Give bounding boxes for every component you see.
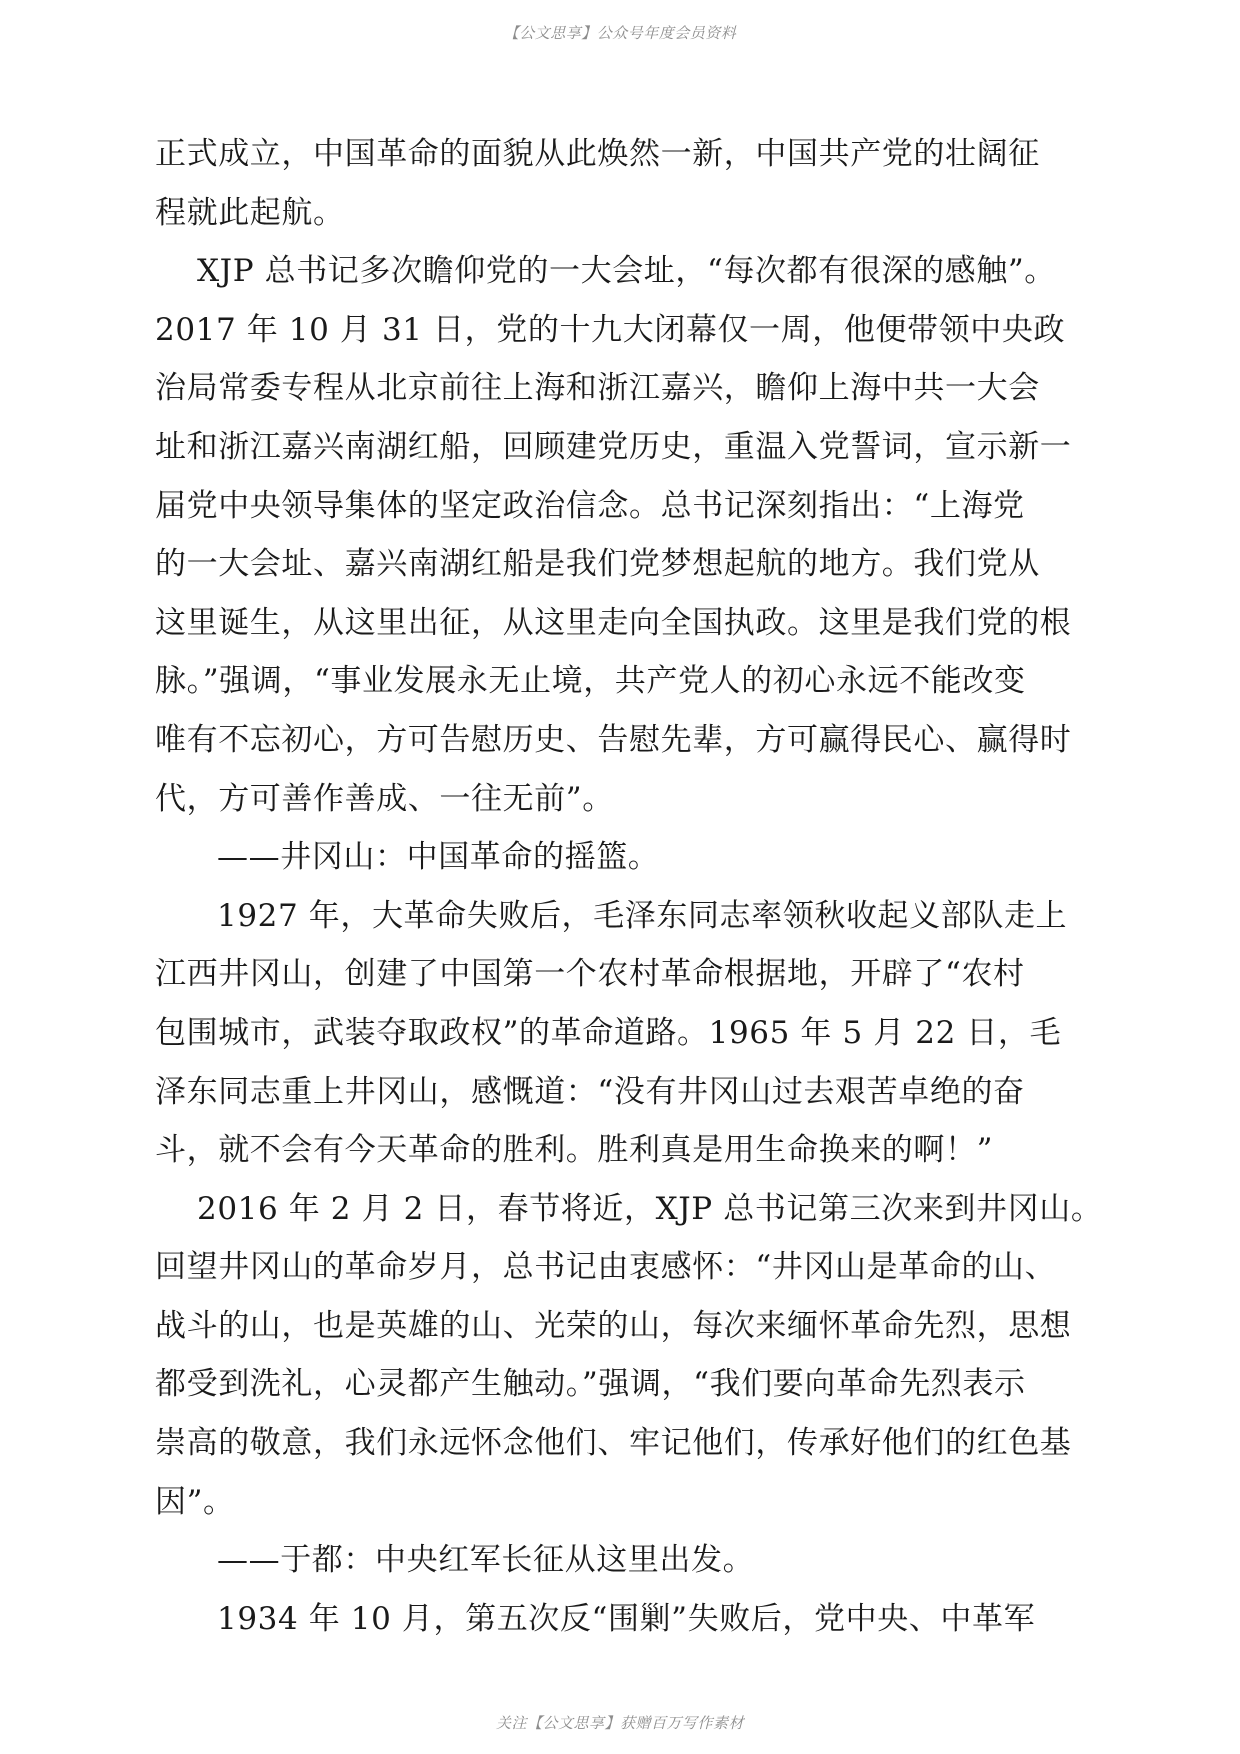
text-line: 唯有不忘初心，方可告慰历史、告慰先辈，方可赢得民心、赢得时 (155, 721, 1072, 758)
text-line: 程就此起航。 (155, 194, 345, 231)
text-line: 址和浙江嘉兴南湖红船，回顾建党历史，重温入党誓词，宣示新一 (155, 428, 1072, 465)
document-body (155, 125, 1103, 1648)
text-line: 崇高的敬意，我们永远怀念他们、牢记他们，传承好他们的红色基 (155, 1425, 1072, 1462)
text-line: 1934 年 10 月，第五次反“围剿”失败后，党中央、中革军 (217, 1600, 1036, 1637)
text-line: 回望井冈山的革命岁月，总书记由衷感怀：“井冈山是革命的山、 (155, 1249, 1057, 1286)
text-line: 脉。”强调，“事业发展永无止境，共产党人的初心永远不能改变 (155, 663, 1026, 700)
text-line: 这里诞生，从这里出征，从这里走向全国执政。这里是我们党的根 (155, 604, 1072, 641)
text-line: 2016 年 2 月 2 日，春节将近，XJP 总书记第三次来到井冈山。 (197, 1190, 1103, 1227)
text-line: ——于都：中央红军长征从这里出发。 (217, 1542, 755, 1579)
text-line: XJP 总书记多次瞻仰党的一大会址，“每次都有很深的感触”。 (197, 253, 1056, 290)
text-line: 都受到洗礼，心灵都产生触动。”强调，“我们要向革命先烈表示 (155, 1366, 1026, 1403)
text-line: 的一大会址、嘉兴南湖红船是我们党梦想起航的地方。我们党从 (155, 546, 1040, 583)
page-header: 【公文思享】公众号年度会员资料 (503, 24, 737, 42)
text-line: 战斗的山，也是英雄的山、光荣的山，每次来缅怀革命先烈，思想 (155, 1307, 1072, 1344)
text-line: 正式成立，中国革命的面貌从此焕然一新，中国共产党的壮阔征 (155, 136, 1040, 172)
text-line: 因”。 (155, 1483, 235, 1520)
text-line: 代，方可善作善成、一往无前”。 (155, 780, 614, 817)
text-line: 届党中央领导集体的坚定政治信念。总书记深刻指出：“上海党 (155, 487, 1025, 524)
text-line: 江西井冈山，创建了中国第一个农村革命根据地，开辟了“农村 (155, 956, 1025, 993)
text-line: 泽东同志重上井冈山，感慨道：“没有井冈山过去艰苦卓绝的奋 (155, 1073, 1025, 1110)
text-line: 1927 年，大革命失败后，毛泽东同志率领秋收起义部队走上 (217, 897, 1068, 934)
text-line: 斗，就不会有今天革命的胜利。胜利真是用生命换来的啊！” (155, 1132, 994, 1169)
text-line: 2017 年 10 月 31 日，党的十九大闭幕仅一周，他便带领中央政 (155, 311, 1066, 348)
text-line: ——井冈山：中国革命的摇篮。 (217, 839, 660, 876)
text-line: 治局常委专程从北京前往上海和浙江嘉兴，瞻仰上海中共一大会 (155, 370, 1040, 407)
page-footer: 关注【公文思享】获赠百万写作素材 (495, 1714, 744, 1732)
text-line: 包围城市，武装夺取政权”的革命道路。1965 年 5 月 22 日，毛 (155, 1014, 1062, 1051)
